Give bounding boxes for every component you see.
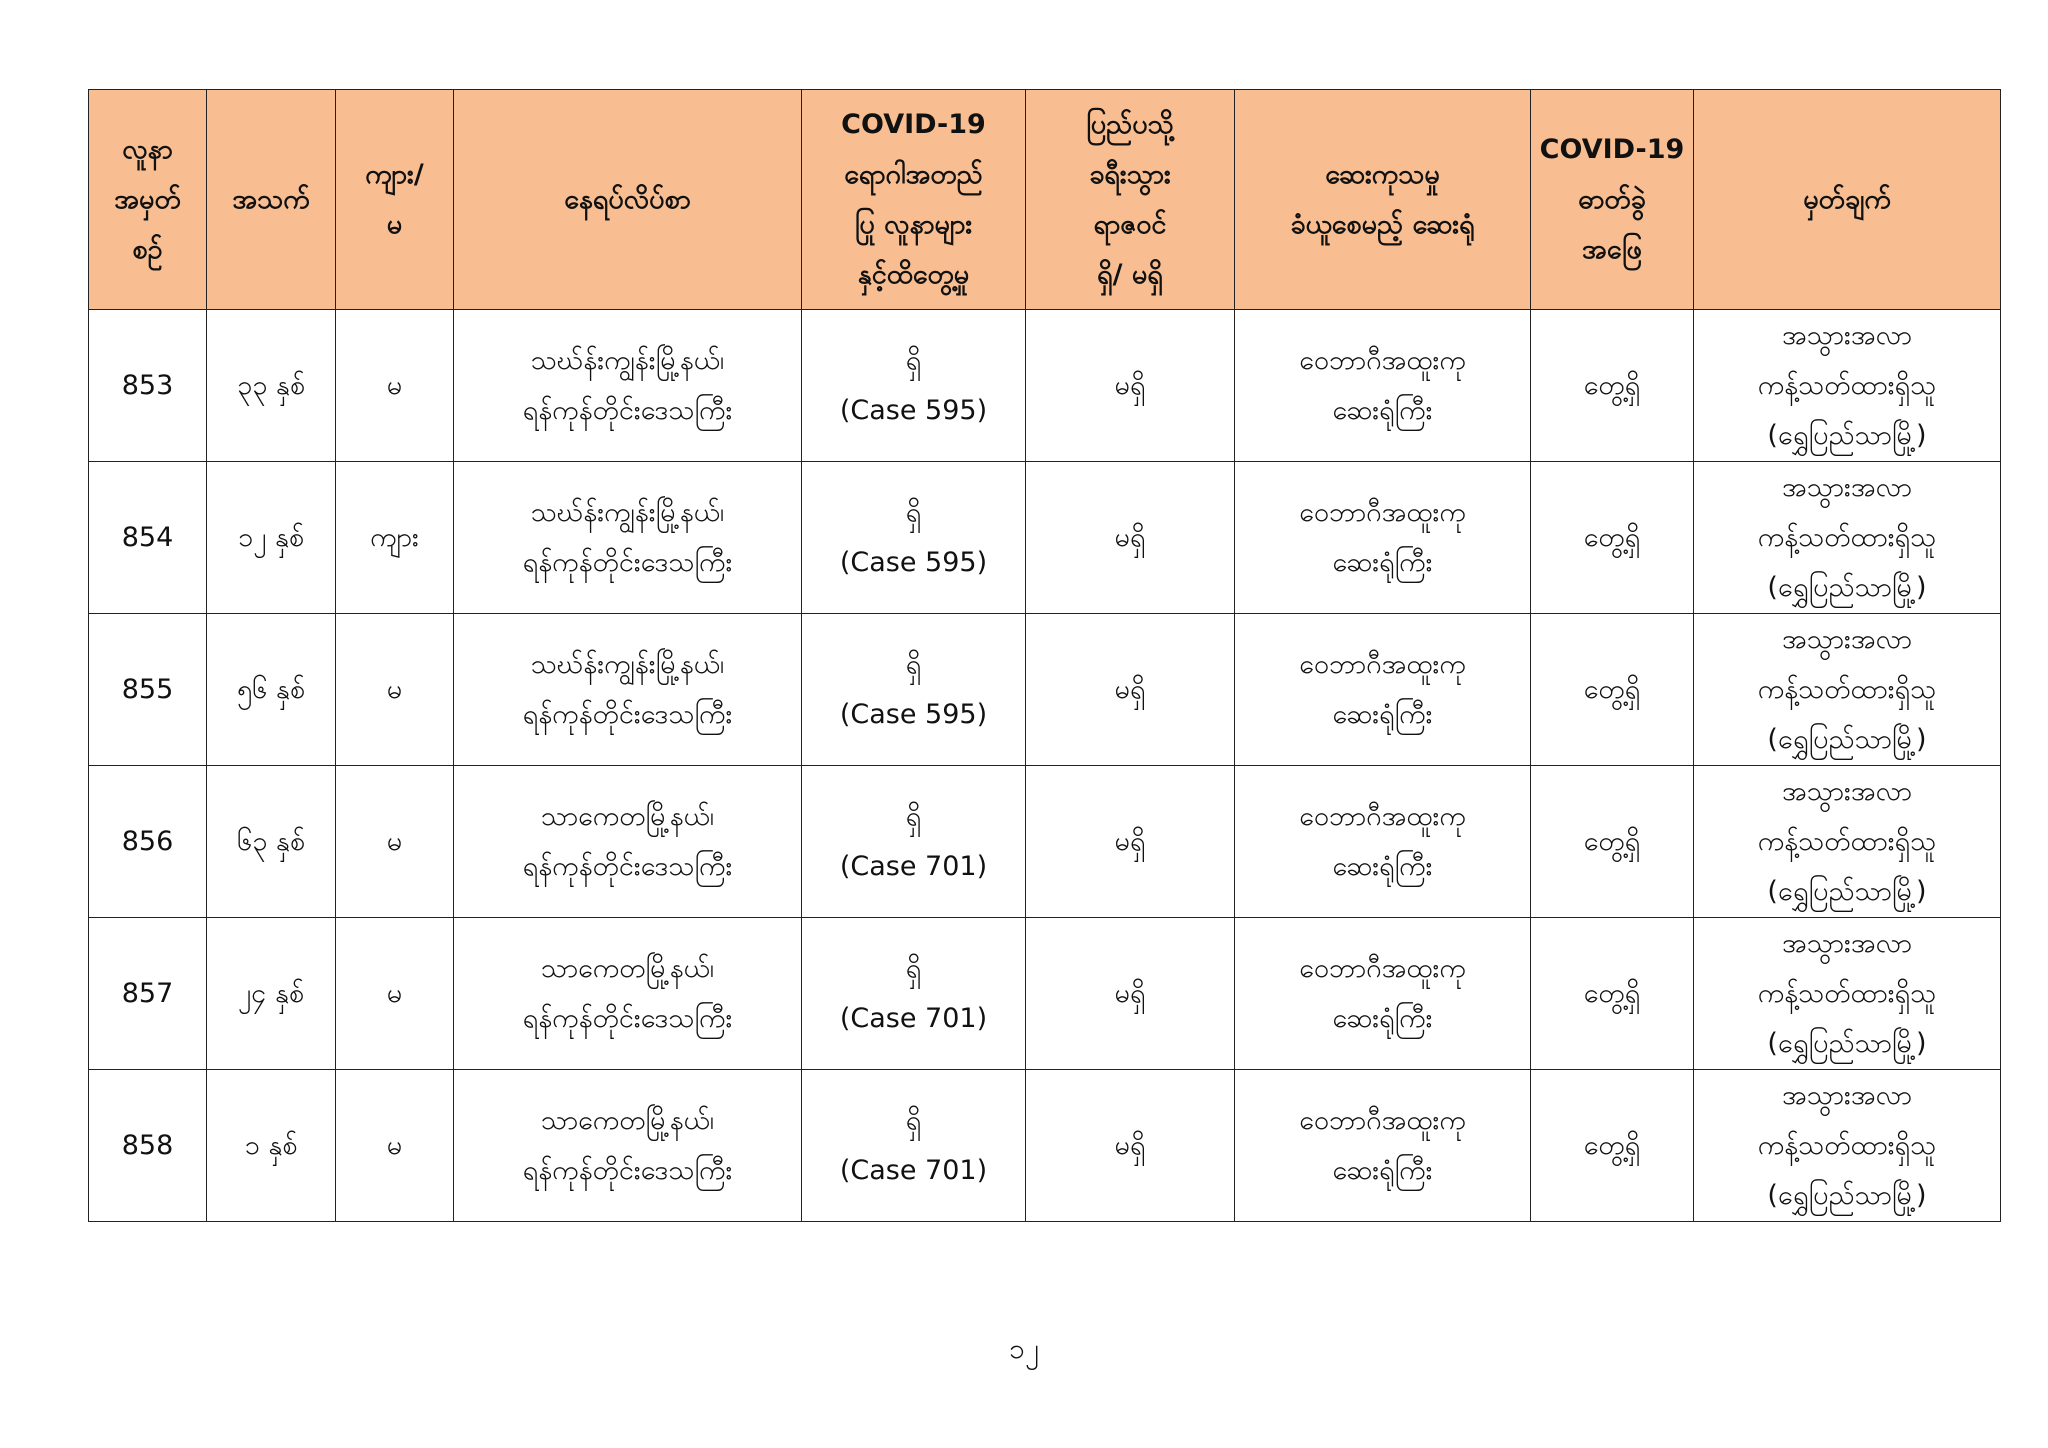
header-hospital: ဆေးကုသမှု ခံယူစေမည့် ဆေးရုံ	[1235, 90, 1531, 310]
cell-age: ၆၃ နှစ်	[207, 766, 336, 918]
cell-travel: မရှိ	[1026, 614, 1235, 766]
cell-address: သဃ်န်းကျွန်းမြို့နယ်၊ ရန်ကုန်တိုင်းဒေသကြီး	[454, 310, 802, 462]
cell-hospital: ဝေဘာဂီအထူးကု ဆေးရုံကြီး	[1235, 614, 1531, 766]
cell-sex: မ	[336, 918, 454, 1070]
cell-result: တွေ့ရှိ	[1531, 462, 1694, 614]
cell-case-number: 858	[89, 1070, 207, 1222]
cell-result: တွေ့ရှိ	[1531, 1070, 1694, 1222]
header-travel-history: ပြည်ပသို့ ခရီးသွား ရာဇဝင် ရှိ/ မရှိ	[1026, 90, 1235, 310]
cell-case-number: 853	[89, 310, 207, 462]
cell-contact: ရှိ (Case 595)	[802, 310, 1026, 462]
cell-age: ၁ နှစ်	[207, 1070, 336, 1222]
cell-remarks: အသွားအလာ ကန့်သတ်ထားရှိသူ (ရွှေပြည်သာမြို့)	[1694, 310, 2001, 462]
cell-hospital: ဝေဘာဂီအထူးကု ဆေးရုံကြီး	[1235, 1070, 1531, 1222]
cell-age: ၅၆ နှစ်	[207, 614, 336, 766]
cell-sex: မ	[336, 766, 454, 918]
cell-contact: ရှိ (Case 701)	[802, 1070, 1026, 1222]
cell-address: သာကေတမြို့နယ်၊ ရန်ကုန်တိုင်းဒေသကြီး	[454, 766, 802, 918]
cell-sex: မ	[336, 310, 454, 462]
cell-contact: ရှိ (Case 701)	[802, 766, 1026, 918]
cell-remarks: အသွားအလာ ကန့်သတ်ထားရှိသူ (ရွှေပြည်သာမြို့)	[1694, 918, 2001, 1070]
table-row	[89, 462, 2001, 614]
cell-age: ၃၃ နှစ်	[207, 310, 336, 462]
table-header-row	[89, 90, 2001, 310]
header-remarks: မှတ်ချက်	[1694, 90, 2001, 310]
cell-travel: မရှိ	[1026, 766, 1235, 918]
table-row	[89, 1070, 2001, 1222]
cell-case-number: 857	[89, 918, 207, 1070]
header-case-number: လူနာ အမှတ် စဉ်	[89, 90, 207, 310]
cell-case-number: 855	[89, 614, 207, 766]
header-sex: ကျား/ မ	[336, 90, 454, 310]
table-row	[89, 766, 2001, 918]
table-row	[89, 614, 2001, 766]
header-address: နေရပ်လိပ်စာ	[454, 90, 802, 310]
cell-remarks: အသွားအလာ ကန့်သတ်ထားရှိသူ (ရွှေပြည်သာမြို့)	[1694, 462, 2001, 614]
cell-address: သာကေတမြို့နယ်၊ ရန်ကုန်တိုင်းဒေသကြီး	[454, 918, 802, 1070]
cell-result: တွေ့ရှိ	[1531, 614, 1694, 766]
cell-case-number: 854	[89, 462, 207, 614]
cell-result: တွေ့ရှိ	[1531, 310, 1694, 462]
cell-sex: မ	[336, 1070, 454, 1222]
page-number: ၁၂	[1009, 1332, 1039, 1365]
cell-address: သဃ်န်းကျွန်းမြို့နယ်၊ ရန်ကုန်တိုင်းဒေသကြီး	[454, 462, 802, 614]
cell-travel: မရှိ	[1026, 1070, 1235, 1222]
cell-hospital: ဝေဘာဂီအထူးကု ဆေးရုံကြီး	[1235, 918, 1531, 1070]
cell-travel: မရှိ	[1026, 918, 1235, 1070]
table-row	[89, 918, 2001, 1070]
cell-address: သဃ်န်းကျွန်းမြို့နယ်၊ ရန်ကုန်တိုင်းဒေသကြီး	[454, 614, 802, 766]
cell-hospital: ဝေဘာဂီအထူးကု ဆေးရုံကြီး	[1235, 310, 1531, 462]
header-age: အသက်	[207, 90, 336, 310]
cell-hospital: ဝေဘာဂီအထူးကု ဆေးရုံကြီး	[1235, 462, 1531, 614]
cell-case-number: 856	[89, 766, 207, 918]
cell-result: တွေ့ရှိ	[1531, 918, 1694, 1070]
cell-remarks: အသွားအလာ ကန့်သတ်ထားရှိသူ (ရွှေပြည်သာမြို့)	[1694, 614, 2001, 766]
covid-case-table	[88, 89, 2001, 1222]
cell-age: ၁၂ နှစ်	[207, 462, 336, 614]
cell-contact: ရှိ (Case 595)	[802, 462, 1026, 614]
cell-remarks: အသွားအလာ ကန့်သတ်ထားရှိသူ (ရွှေပြည်သာမြို့)	[1694, 1070, 2001, 1222]
table-row	[89, 310, 2001, 462]
cell-age: ၂၄ နှစ်	[207, 918, 336, 1070]
header-lab-result: COVID-19 ဓာတ်ခွဲ အဖြေ	[1531, 90, 1694, 310]
cell-travel: မရှိ	[1026, 310, 1235, 462]
cell-travel: မရှိ	[1026, 462, 1235, 614]
cell-contact: ရှိ (Case 701)	[802, 918, 1026, 1070]
cell-contact: ရှိ (Case 595)	[802, 614, 1026, 766]
header-contact-with-confirmed: COVID-19 ရောဂါအတည် ပြု လူနာများ နှင့်ထိတွေ့မှု	[802, 90, 1026, 310]
cell-address: သာကေတမြို့နယ်၊ ရန်ကုန်တိုင်းဒေသကြီး	[454, 1070, 802, 1222]
cell-result: တွေ့ရှိ	[1531, 766, 1694, 918]
cell-sex: ကျား	[336, 462, 454, 614]
cell-remarks: အသွားအလာ ကန့်သတ်ထားရှိသူ (ရွှေပြည်သာမြို့)	[1694, 766, 2001, 918]
cell-hospital: ဝေဘာဂီအထူးကု ဆေးရုံကြီး	[1235, 766, 1531, 918]
cell-sex: မ	[336, 614, 454, 766]
